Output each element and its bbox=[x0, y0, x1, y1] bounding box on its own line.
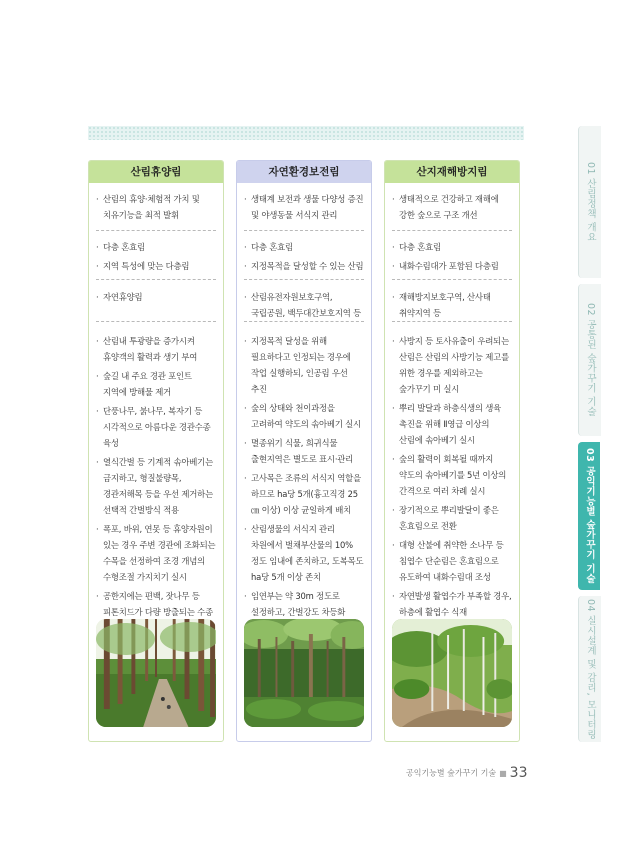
list-item: · 사방지 등 토사유출이 우려되는 산림은 산림의 사방기능 제고를 위한 경우를 제외하고는 숲가꾸기 미 실시 bbox=[392, 333, 512, 397]
purpose-section bbox=[385, 191, 519, 226]
list-item: · 다층 혼효림 bbox=[96, 239, 216, 255]
list-item: · 뿌리 발달과 하층식생의 생육 촉진을 위해 Ⅱ영급 이상의 산림에 솎아베기 실시 bbox=[392, 400, 512, 448]
hillside-forest-photo bbox=[392, 619, 512, 727]
list-item: · 폭포, 바위, 연못 등 휴양자원이 있는 경우 주변 경관에 조화되는 수목을 선정하여 조경 개념의 수형조절 가지치기 실시 bbox=[96, 521, 216, 585]
divider bbox=[392, 321, 512, 322]
target-forest-section bbox=[385, 239, 519, 277]
list-item: · 고사목은 조류의 서식지 역할을 하므로 ha당 5개(흉고직경 25㎝ 이상) 이상 균일하게 배치 bbox=[244, 470, 364, 518]
target-forest-section bbox=[89, 239, 223, 277]
list-item: · 단풍나무, 붉나무, 복자기 등 시각적으로 아름다운 경관수종 육성 bbox=[96, 403, 216, 451]
purpose-section bbox=[237, 191, 371, 226]
list-item: · 대형 산불에 취약한 소나무 등 침엽수 단순림은 혼효림으로 유도하여 내화수림대 조성 bbox=[392, 537, 512, 585]
divider bbox=[96, 279, 216, 280]
method-section bbox=[385, 333, 519, 642]
applicable-area-section bbox=[237, 289, 371, 324]
column-recreation-forest bbox=[88, 160, 224, 742]
divider bbox=[96, 230, 216, 231]
list-item: · 산림내 투광량을 증가시켜 휴양객의 활력과 생기 부여 bbox=[96, 333, 216, 365]
divider bbox=[244, 230, 364, 231]
divider bbox=[96, 321, 216, 322]
forest-path-photo bbox=[96, 619, 216, 727]
side-tab-label: 04 실시설계 및 감리, 모니터링 bbox=[585, 598, 596, 740]
list-item: · 내화수림대가 포함된 다층림 bbox=[392, 258, 512, 274]
list-item: · 다층 혼효림 bbox=[244, 239, 364, 255]
side-tab-label: 02 공통된 숲가꾸기 기술 bbox=[585, 303, 596, 417]
list-item: · 자연휴양림 bbox=[96, 289, 216, 305]
column-nature-conservation-forest bbox=[236, 160, 372, 742]
divider bbox=[244, 279, 364, 280]
column-header: 산림휴양림 bbox=[89, 161, 223, 183]
column-header: 산지재해방지림 bbox=[385, 161, 519, 183]
column-header: 자연환경보전림 bbox=[237, 161, 371, 183]
divider bbox=[392, 279, 512, 280]
side-tab-chapter-2[interactable] bbox=[578, 284, 601, 436]
footer-separator: ■ bbox=[499, 768, 507, 778]
method-section bbox=[89, 333, 223, 639]
top-decorative-band bbox=[88, 126, 524, 140]
list-item: · 지정목적 달성을 위해 필요하다고 인정되는 경우에 작업 실행하되, 인공림 우선 추진 bbox=[244, 333, 364, 397]
list-item: · 숲의 활력이 회복될 때까지 약도의 솎아베기를 5년 이상의 간격으로 여러 차례 실시 bbox=[392, 451, 512, 499]
list-item: · 열식간벌 등 기계적 솎아베기는 금지하고, 형질불량목, 경관저해목 등을 우선 제거하는 선택적 간벌방식 적용 bbox=[96, 454, 216, 518]
list-item: · 숲길 내 주요 경관 포인트 지역에 방해물 제거 bbox=[96, 368, 216, 400]
list-item: · 임연부는 약 30m 정도로 설정하고, 간벌강도 차등화 bbox=[244, 588, 364, 620]
applicable-area-section bbox=[89, 289, 223, 308]
list-item: · 공한지에는 편백, 잣나무 등 피톤치드가 다량 방출되는 수종 bbox=[96, 588, 216, 636]
list-item: · 장기적으로 뿌리발달이 좋은 혼효림으로 전환 bbox=[392, 502, 512, 534]
column-disaster-prevention-forest bbox=[384, 160, 520, 742]
side-tab-label: 01 산림정책 개요 bbox=[585, 161, 596, 243]
purpose-section bbox=[89, 191, 223, 226]
list-item: · 재해방지보호구역, 산사태 취약지역 등 bbox=[392, 289, 512, 321]
page-footer bbox=[406, 762, 527, 784]
list-item: · 산림의 휴양·체험적 가치 및 치유기능을 최적 발휘 bbox=[96, 191, 216, 223]
list-item: · 지역 특성에 맞는 다층림 bbox=[96, 258, 216, 274]
list-item: · 자연발생 활엽수가 부족할 경우, 하층에 활엽수 식재 bbox=[392, 588, 512, 620]
divider bbox=[392, 230, 512, 231]
side-tab-chapter-3-active[interactable] bbox=[578, 442, 600, 590]
side-tab-chapter-1[interactable] bbox=[578, 126, 601, 278]
footer-title: 공익기능별 숲가꾸기 기술 bbox=[406, 768, 497, 778]
list-item: · 다층 혼효림 bbox=[392, 239, 512, 255]
method-section bbox=[237, 333, 371, 658]
side-tab-chapter-4[interactable] bbox=[578, 596, 601, 742]
divider bbox=[244, 321, 364, 322]
list-item: · 생태계 보전과 생물 다양성 증진 및 야생동물 서식지 관리 bbox=[244, 191, 364, 223]
list-item: · 산림생물의 서식지 관리 차원에서 벌채부산물의 10%정도 임내에 존치하고, 도복목도 ha당 5개 이상 존치 bbox=[244, 521, 364, 585]
page-number: 33 bbox=[509, 765, 528, 781]
dense-forest-photo bbox=[244, 619, 364, 727]
target-forest-section bbox=[237, 239, 371, 277]
list-item: · 지정목적을 달성할 수 있는 산림 bbox=[244, 258, 364, 274]
list-item: · 숲의 상태와 천이과정을 고려하여 약도의 솎아베기 실시 bbox=[244, 400, 364, 432]
list-item: · 생태적으로 건강하고 재해에 강한 숲으로 구조 개선 bbox=[392, 191, 512, 223]
side-tab-label: 03 공익기능별 숲가꾸기 기술 bbox=[584, 448, 595, 584]
applicable-area-section bbox=[385, 289, 519, 324]
list-item: · 멸종위기 식물, 희귀식물 출현지역은 별도로 표시·관리 bbox=[244, 435, 364, 467]
list-item: · 산림유전자원보호구역, 국립공원, 백두대간보호지역 등 bbox=[244, 289, 364, 321]
